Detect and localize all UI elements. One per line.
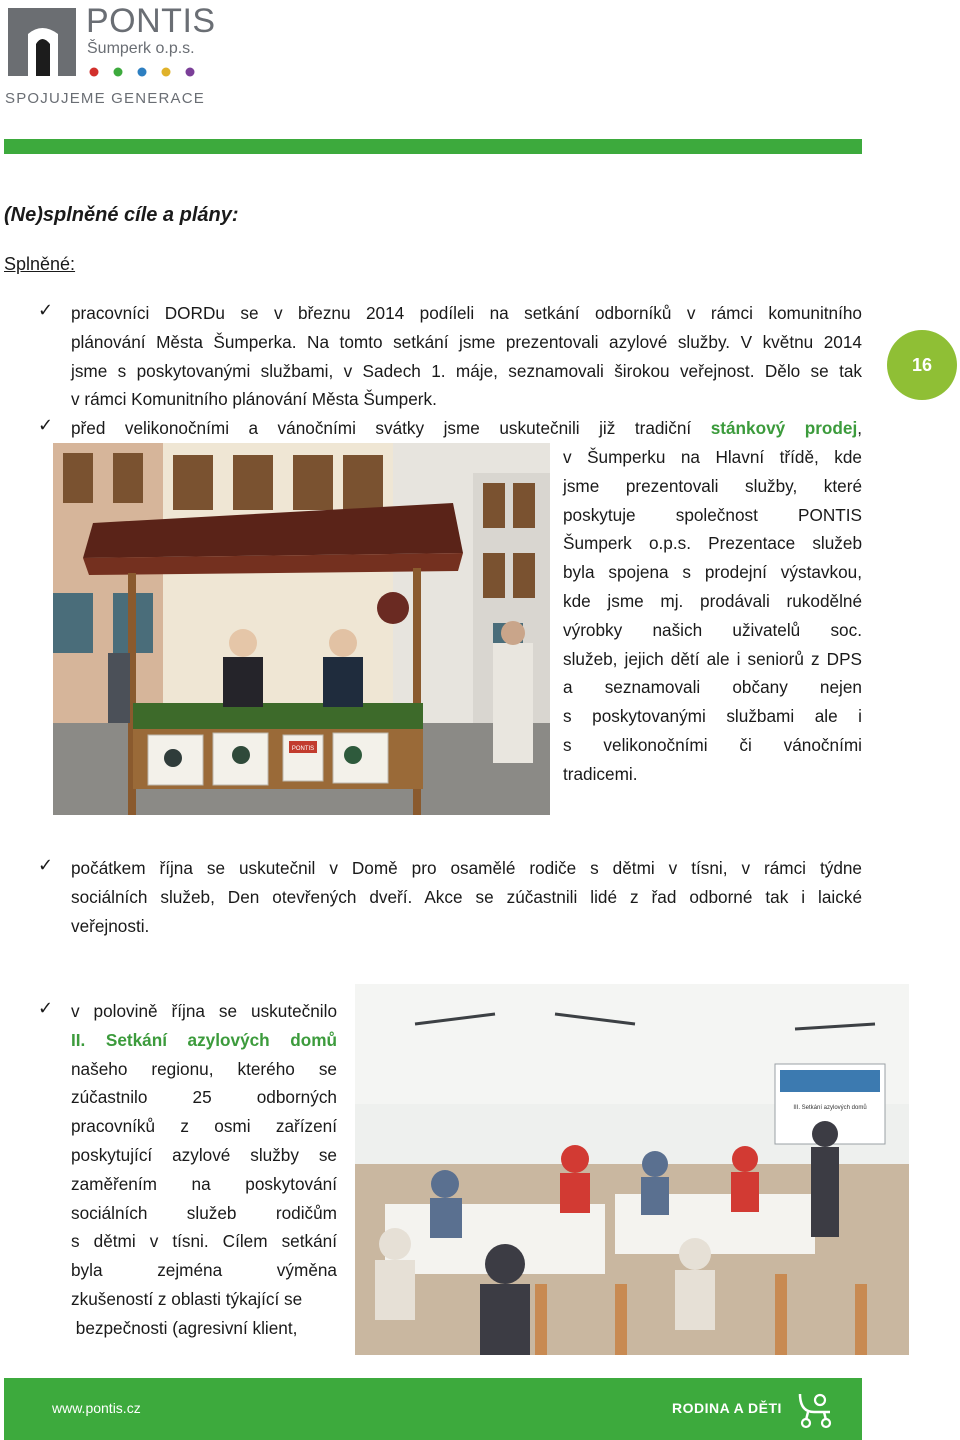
text-line: byla spojena s prodejní výstavkou, — [563, 562, 862, 583]
list-item — [71, 299, 862, 414]
check-icon: ✓ — [38, 415, 54, 435]
check-icon: ✓ — [38, 998, 54, 1018]
page-number-badge: 16 — [887, 330, 957, 400]
logo-dot — [186, 68, 195, 77]
text-line: tradicemi. — [563, 763, 638, 784]
text-line: pracovníci DORDu se v březnu 2014 podíleli na setkání odborníků v rámci komunitního — [71, 303, 862, 323]
text-span: před velikonočními a vánočními svátky jsme uskutečnili již tradiční — [71, 418, 692, 438]
footer-website-link[interactable]: www.pontis.cz — [52, 1400, 141, 1416]
stroller-icon — [794, 1388, 838, 1430]
text-line: sociálních služeb rodičům — [71, 1202, 337, 1223]
list-item — [71, 854, 862, 940]
text-line: poskytující azylové služby se — [71, 1144, 337, 1165]
text-line: jsme prezentovali služby, které — [563, 475, 862, 496]
text-line: v rámci Komunitního plánování Města Šumperk. — [71, 389, 437, 410]
highlight-text: stánkový prodej — [710, 418, 858, 438]
projector-screen-text: III. Setkání azylových domů — [793, 1105, 867, 1111]
text-line: zkušeností z oblasti týkající se — [71, 1288, 303, 1309]
header-bar — [4, 139, 862, 154]
list-item — [71, 997, 337, 1343]
text-line: zúčastnilo 25 odborných — [71, 1087, 337, 1108]
list-item-lead — [71, 414, 862, 443]
text-line: pracovníků z osmi zařízení — [71, 1116, 337, 1137]
subsection-heading: Splněné: — [4, 254, 76, 274]
logo-dot — [114, 68, 123, 77]
text-line: s dětmi v tísni. Cílem setkání — [71, 1231, 337, 1252]
text-line: počátkem října se uskutečnil v Domě pro osamělé rodiče s dětmi v tísni, v rámci týdne — [71, 858, 862, 878]
text-line: bezpečnosti (agresivní klient, — [71, 1317, 298, 1338]
text-line: zaměřením na poskytování — [71, 1173, 337, 1194]
check-icon: ✓ — [38, 300, 54, 320]
booth-sign: PONTIS — [291, 746, 315, 752]
section-heading: (Ne)splněné cíle a plány: — [4, 204, 239, 226]
logo-dots — [88, 66, 208, 78]
text-line: v Šumperku na Hlavní třídě, kde — [563, 447, 862, 467]
logo-dot — [138, 68, 147, 77]
meeting-photo — [355, 984, 909, 1355]
text-line: kde jsme mj. prodávali rukodělné — [563, 590, 862, 611]
footer-slogan: RODINA A DĚTI — [672, 1400, 782, 1416]
logo-mark-icon — [6, 4, 78, 78]
footer-bar — [4, 1378, 862, 1440]
text-span: , — [857, 418, 862, 438]
text-line: s poskytovanými službami ale i — [563, 706, 862, 727]
text-line: sociálních služeb, Den otevřených dveří. Akce se zúčastnili lidé z řad odborné tak i laické — [71, 886, 862, 907]
text-line: byla zejména výměna — [71, 1260, 337, 1281]
text-line: plánování Města Šumperka. Na tomto setkání jsme prezentovali azylové služby. V květnu 2014 — [71, 331, 862, 352]
text-line: poskytuje společnost PONTIS — [563, 504, 862, 525]
text-line: a seznamovali občany nejen — [563, 677, 862, 698]
logo-tagline: SPOJUJEME GENERACE — [5, 90, 205, 107]
text-line: našeho regionu, kterého se — [71, 1058, 337, 1079]
text-line: Šumperk o.p.s. Prezentace služeb — [563, 533, 862, 554]
check-icon: ✓ — [38, 855, 54, 875]
text-line: veřejnosti. — [71, 915, 150, 936]
text-line: v polovině října se uskutečnilo — [71, 1001, 337, 1021]
logo-subtitle: Šumperk o.p.s. — [87, 40, 195, 57]
logo-dot — [162, 68, 171, 77]
highlight-text: II. Setkání azylových domů — [71, 1029, 337, 1050]
stall-description — [563, 443, 862, 789]
text-line: s velikonočními či vánočními — [563, 734, 862, 755]
text-line: výrobky našich uživatelů soc. — [563, 619, 862, 640]
text-line: jsme s poskytovanými službami, v Sadech 1. máje, seznamovali širokou veřejnost. Dělo se tak — [71, 360, 862, 381]
text-line: služeb, jejich dětí ale i seniorů z DPS — [563, 648, 862, 669]
logo-name: PONTIS — [86, 2, 216, 40]
market-stall-photo — [53, 443, 550, 815]
logo-dot — [90, 68, 99, 77]
